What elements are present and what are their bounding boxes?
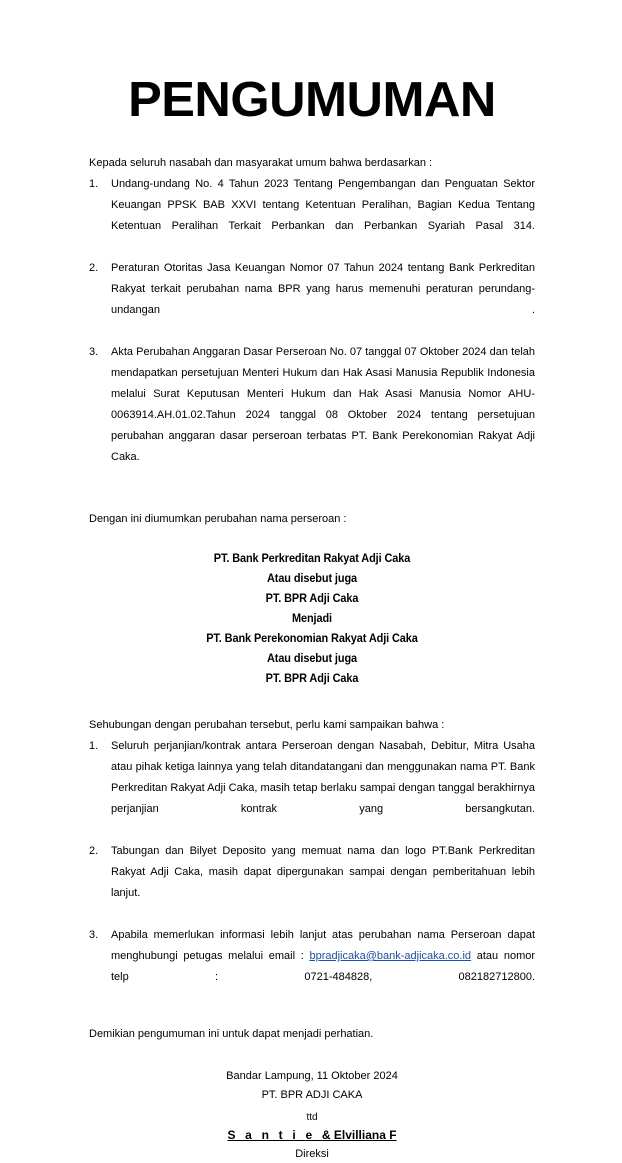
list-marker: 3.: [89, 929, 99, 941]
text-after-email: atau nomor telp : 0721-484828, 082182712800.: [111, 950, 536, 983]
name-change-line: PT. BPR Adji Caka: [265, 673, 359, 685]
intro-paragraph: Kepada seluruh nasabah dan masyarakat umum bahwa berdasarkan :: [89, 157, 433, 169]
ttd-label: ttd: [306, 1112, 318, 1123]
name-change-line: Atau disebut juga: [266, 653, 358, 665]
announcement-lead-paragraph: Dengan ini diumumkan perubahan nama perseroan :: [89, 513, 347, 525]
name-change-block: [89, 530, 535, 689]
place-and-date: Bandar Lampung, 11 Oktober 2024: [226, 1070, 398, 1082]
list-item-text: Tabungan dan Bilyet Deposito yang memuat nama dan logo PT.Bank Perkreditan Rakyat Adji Caka, masih dapat dipergunakan sampai dengan pemberitahuan lebih lanjut.: [111, 845, 535, 899]
list-item-text: Undang-undang No. 4 Tahun 2023 Tentang Pengembangan dan Penguatan Sektor Keuangan PPSK BAB XXVI tentang Ketentuan Peralihan, Bagian Kedua Tentang Ketentuan Peralihan Terkait Perbankan dan Perbankan Syariah Pasal 314.: [111, 178, 535, 232]
signature-block: [89, 1045, 535, 1163]
name-change-line: Atau disebut juga: [266, 573, 358, 585]
signature-name-second: & Elvilliana F: [321, 1128, 397, 1142]
signature-name-row: [89, 1126, 535, 1144]
signer-role: Direksi: [295, 1148, 329, 1160]
list-marker: 2.: [89, 262, 99, 274]
closing-paragraph: Demikian pengumuman ini untuk dapat menjadi perhatian.: [89, 1028, 374, 1040]
name-change-line: Menjadi: [291, 613, 333, 625]
contact-email-link[interactable]: bpradjicaka@bank-adjicaka.co.id: [309, 950, 472, 962]
list-item: [89, 841, 535, 925]
list-item-text: Peraturan Otoritas Jasa Keuangan Nomor 07 Tahun 2024 tentang Bank Perkreditan Rakyat terkait perubahan nama BPR yang harus memenuhi peraturan perundang-undangan .: [111, 262, 535, 316]
name-change-line: PT. BPR Adji Caka: [265, 593, 359, 605]
list-item: [89, 736, 535, 841]
list-item-text: Akta Perubahan Anggaran Dasar Perseroan No. 07 tanggal 07 Oktober 2024 dan telah mendapatkan persetujuan Menteri Hukum dan Hak Asasi Manusia Republik Indonesia melalui Surat Keputusan Menteri Hukum dan Hak Asasi Manusia Nomor AHU-0063914.AH.01.02.Tahun 2024 tanggal 08 Oktober 2024 tentang persetujuan perubahan anggaran dasar perseroan terbatas PT. Bank Perekonomian Rakyat Adji Caka.: [111, 346, 535, 463]
list-item-text: Seluruh perjanjian/kontrak antara Perseroan dengan Nasabah, Debitur, Mitra Usaha atau pihak ketiga lainnya yang telah ditandatangani dan menggunakan nama PT. Bank Perkreditan Rakyat Adji Caka, masih tetap berlaku sampai dengan tanggal berakhirnya perjanjian kontrak yang bersangkutan.: [111, 740, 535, 815]
list-marker: 1.: [89, 740, 99, 752]
list-item: [89, 174, 535, 258]
spacer: [89, 489, 535, 509]
name-change-line: PT. Bank Perekonomian Rakyat Adji Caka: [206, 633, 418, 645]
list-item: [89, 258, 535, 342]
spacer: [89, 689, 535, 715]
notes-lead-paragraph: Sehubungan dengan perubahan tersebut, perlu kami sampaikan bahwa :: [89, 719, 445, 731]
list-marker: 2.: [89, 845, 99, 857]
name-change-line: PT. Bank Perkreditan Rakyat Adji Caka: [213, 553, 411, 565]
list-marker: 1.: [89, 178, 99, 190]
company-name: PT. BPR ADJI CAKA: [261, 1089, 363, 1101]
text-before-email: Apabila memerlukan informasi lebih lanjut atas perubahan nama Perseroan dapat menghubungi petugas melalui email :: [111, 929, 535, 962]
legal-basis-list: [89, 174, 535, 489]
signature-name-first: S a n t i e: [227, 1128, 322, 1142]
list-item: [89, 925, 535, 1009]
signature-name: [227, 1126, 396, 1144]
page-title: PENGUMUMAN: [128, 73, 496, 127]
list-item-text-with-link: [111, 925, 535, 1009]
notes-list: [89, 736, 535, 1009]
list-item: [89, 342, 535, 489]
list-marker: 3.: [89, 346, 99, 358]
